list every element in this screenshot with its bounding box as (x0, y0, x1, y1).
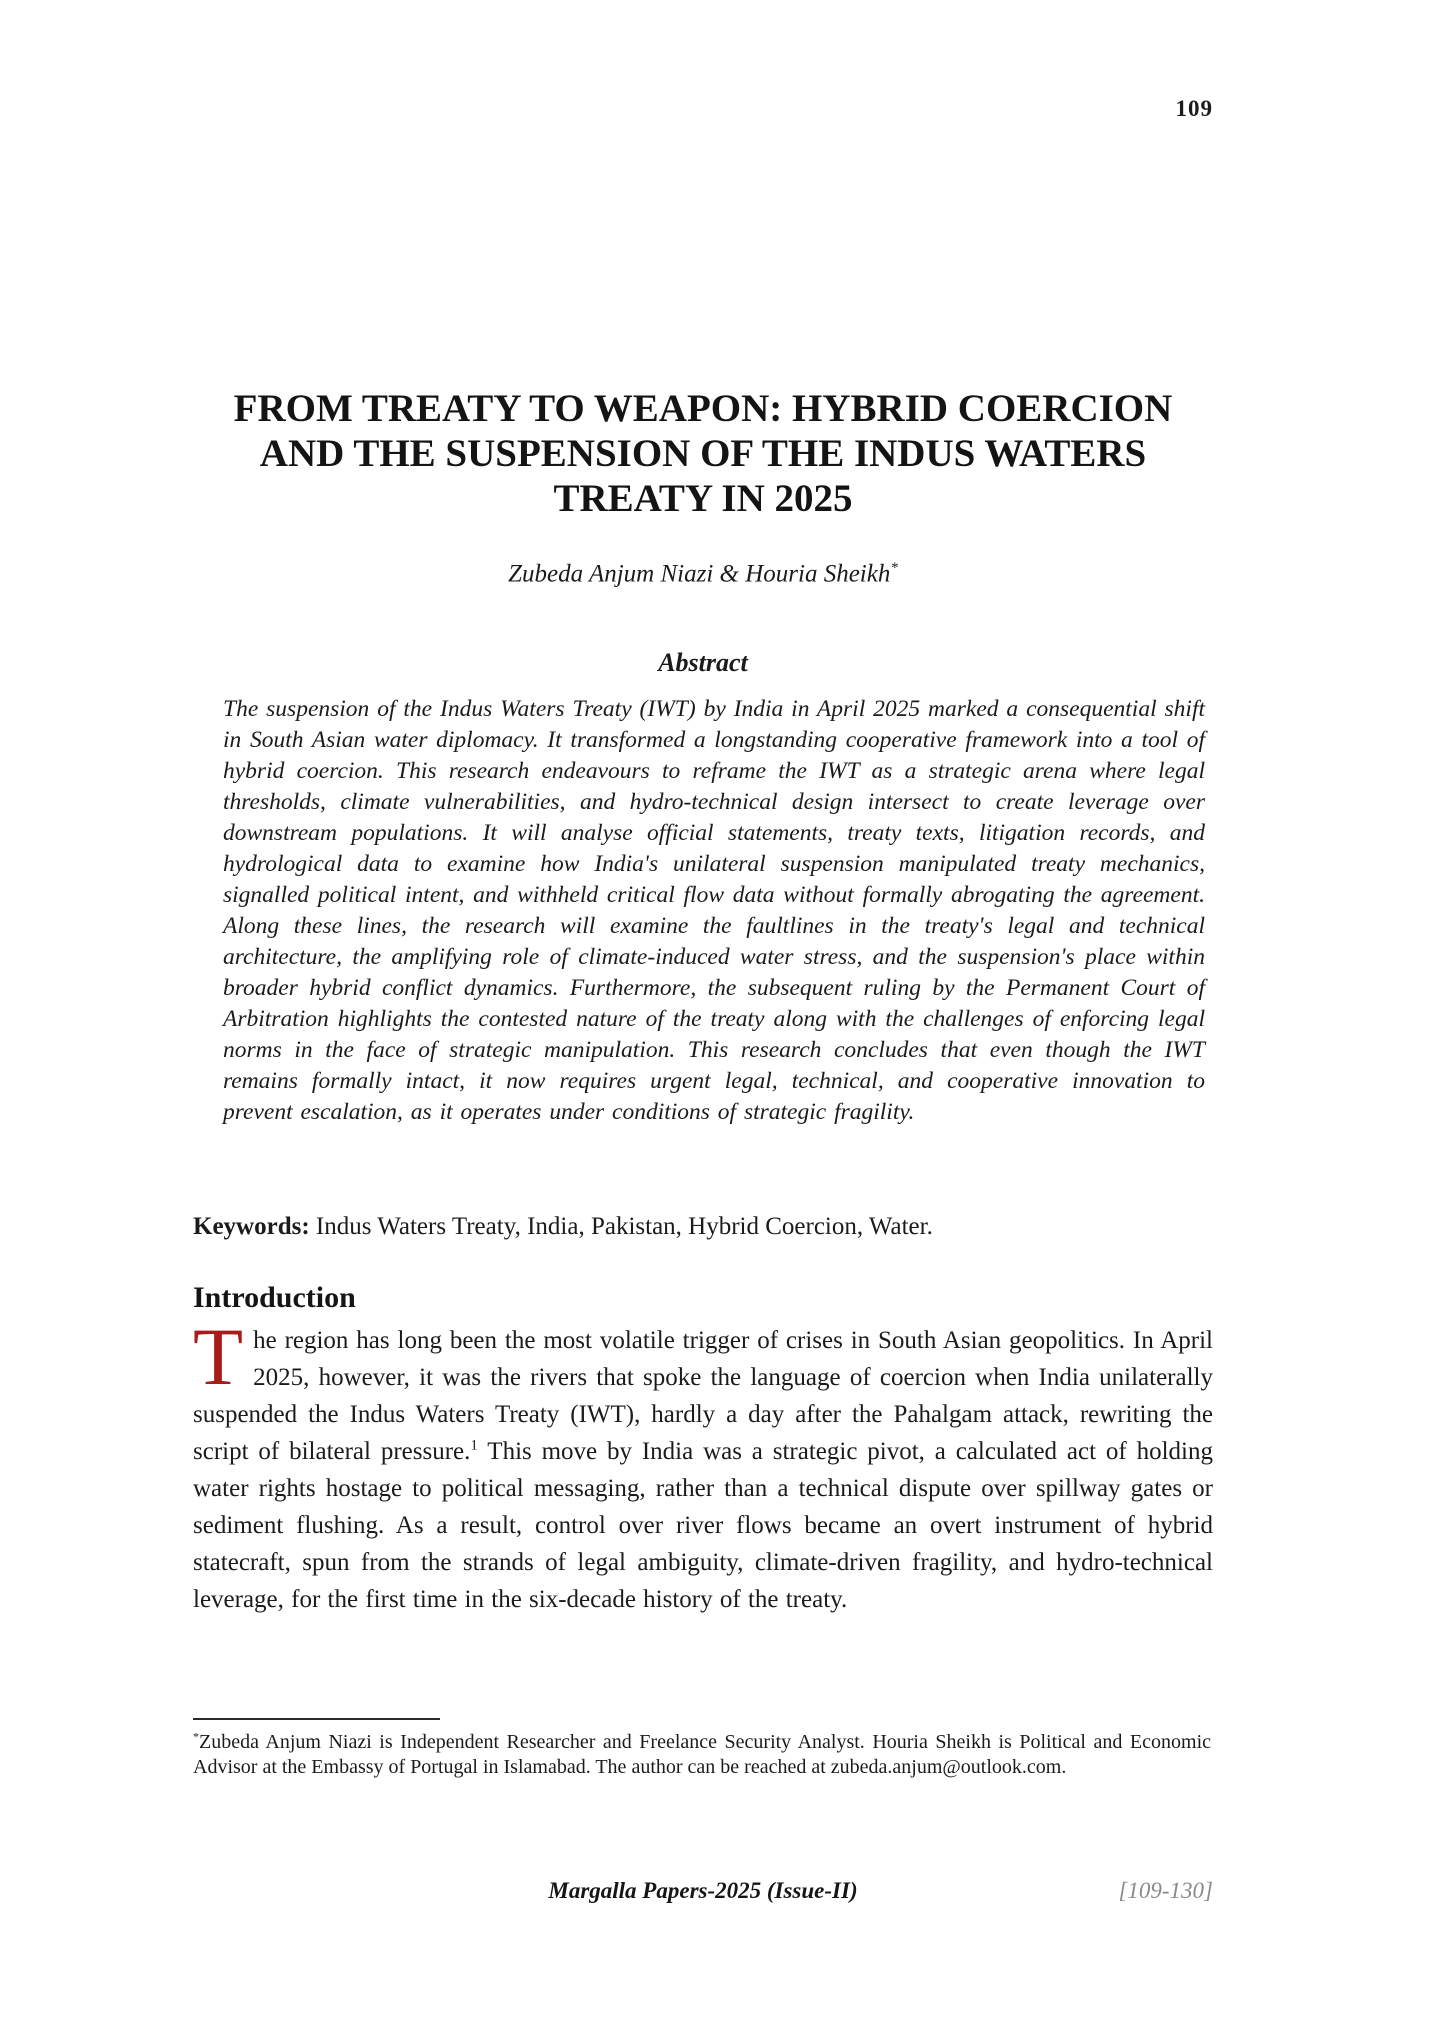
footnote (193, 1730, 1211, 1780)
introduction-text-before-reference: he region has long been the most volatile trigger of crises in South Asian geopolitics. In April 2025, however, it was the rivers that spoke the language of coercion when India unilaterally suspended the Indus Waters Treaty (IWT), hardly a day after the Pahalgam attack, rewriting the script of bilateral pressure. (193, 1327, 1213, 1465)
title-line-2: AND THE SUSPENSION OF THE INDUS WATERS (259, 432, 1147, 475)
keywords-text: Indus Waters Treaty, India, Pakistan, Hybrid Coercion, Water. (309, 1213, 933, 1240)
page-number: 109 (1175, 96, 1213, 121)
introduction-heading: Introduction (193, 1281, 356, 1314)
introduction-paragraph (193, 1311, 1213, 1618)
title-line-1: FROM TREATY TO WEAPON: HYBRID COERCION (233, 387, 1173, 430)
drop-cap: T (193, 1311, 244, 1402)
keywords-label: Keywords: (193, 1213, 310, 1240)
article-title (193, 386, 1213, 521)
footnote-separator (193, 1718, 440, 1720)
author-names: Zubeda Anjum Niazi & Houria Sheikh (508, 560, 891, 588)
introduction-text-after-reference: This move by India was a strategic pivot, a calculated act of holding water rights hostage to political messaging, rather than a technical dispute over spillway gates or sediment flushing. As a result, control over river flows became an overt instrument of hybrid statecraft, spun from the strands of legal ambiguity, climate-driven fragility, and hydro-technical leverage, for the first time in the six-decade history of the treaty. (193, 1438, 1213, 1613)
footnote-text: Zubeda Anjum Niazi is Independent Researcher and Freelance Security Analyst. Houria Sheikh is Political and Economic Advisor at the Embassy of Portugal in Islamabad. The author can be reached at zubeda.anjum@outlook.com. (193, 1731, 1211, 1778)
footer-journal-title: Margalla Papers-2025 (Issue-II) (548, 1878, 858, 1903)
abstract-text: The suspension of the Indus Waters Treaty (IWT) by India in April 2025 marked a consequential shift in South Asian water diplomacy. It transformed a longstanding cooperative framework into a tool of hybrid coercion. This research endeavours to reframe the IWT as a strategic arena where legal thresholds, climate vulnerabilities, and hydro-technical design intersect to create leverage over downstream populations. It will analyse official statements, treaty texts, litigation records, and hydrological data to examine how India's unilateral suspension manipulated treaty mechanics, signalled political intent, and withheld critical flow data without formally abrogating the agreement. Along these lines, the research will examine the faultlines in the treaty's legal and technical architecture, the amplifying role of climate-induced water stress, and the suspension's place within broader hybrid conflict dynamics. Furthermore, the subsequent ruling by the Permanent Court of Arbitration highlights the contested nature of the treaty along with the challenges of enforcing legal norms in the face of strategic manipulation. This research concludes that even though the IWT remains formally intact, it now requires urgent legal, technical, and cooperative innovation to prevent escalation, as it operates under conditions of strategic fragility. (223, 696, 1205, 1125)
keywords-line (193, 1213, 1213, 1241)
page-footer (193, 1878, 1213, 1908)
title-line-3: TREATY IN 2025 (553, 477, 853, 520)
footnote-reference: 1 (470, 1437, 478, 1454)
author-line (193, 560, 1213, 588)
author-note-marker: * (890, 560, 898, 576)
footnote-marker: * (193, 1729, 199, 1744)
abstract-heading: Abstract (658, 648, 748, 677)
footer-page-range: [109-130] (1118, 1878, 1213, 1903)
